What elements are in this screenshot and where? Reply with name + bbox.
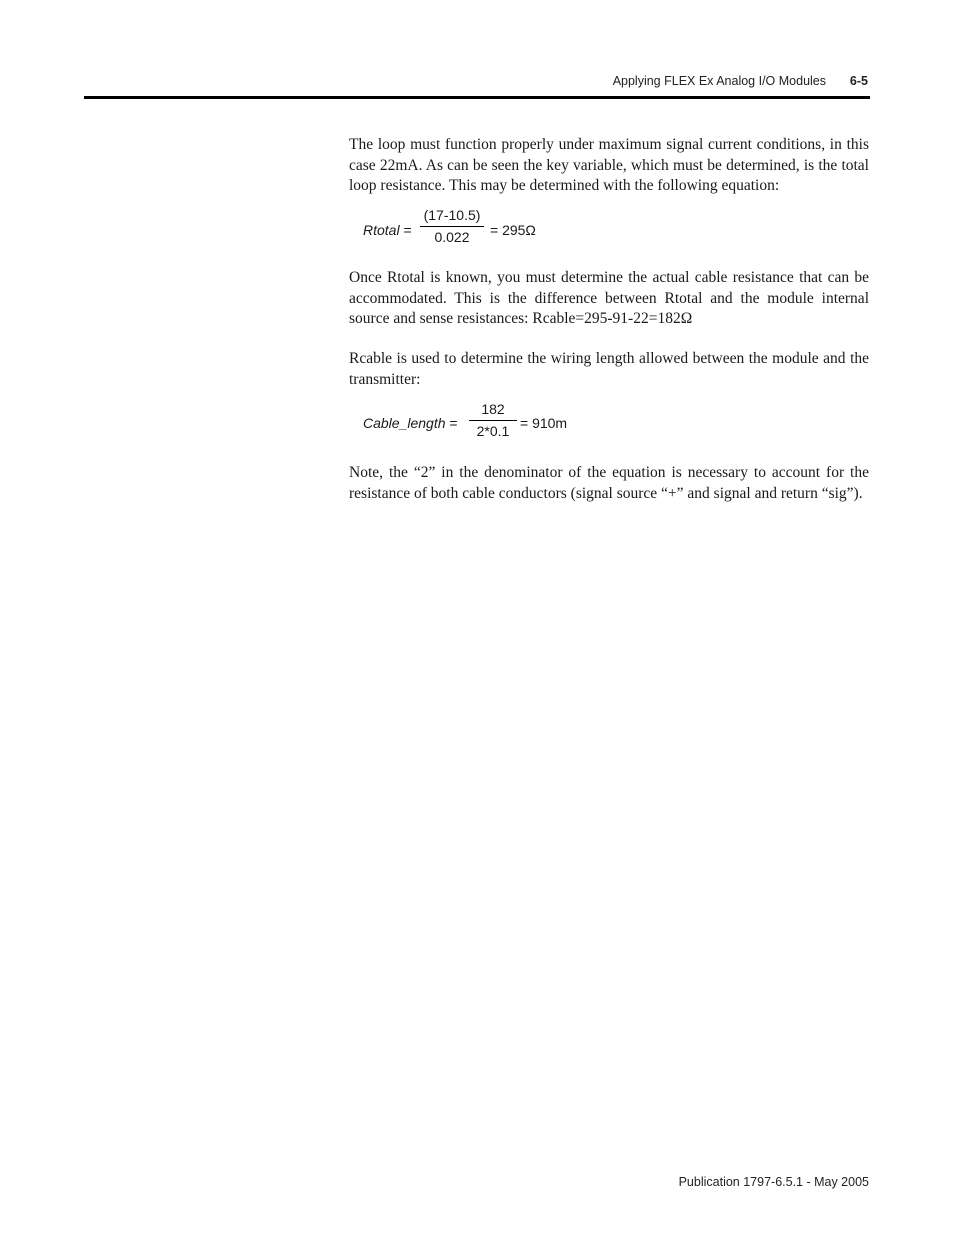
equation-rtotal-denominator: 0.022 [434, 229, 470, 245]
running-header-title: Applying FLEX Ex Analog I/O Modules [612, 74, 826, 88]
equation-rtotal-fraction [420, 207, 484, 245]
publication-footer: Publication 1797-6.5.1 - May 2005 [678, 1175, 869, 1189]
equation-rtotal-numerator: (17-10.5) [423, 207, 481, 223]
paragraph-rcable-used: Rcable is used to determine the wiring length allowed between the module and the transmitter: [349, 350, 869, 388]
equation-cable-length-result: = 910m [520, 415, 568, 431]
equation-cable-length-denominator: 2*0.1 [476, 423, 510, 439]
header-divider [84, 96, 870, 99]
equation-cable-length-fraction [469, 401, 517, 439]
equation-rtotal-label: Rtotal = [363, 222, 412, 238]
equation-rtotal-result: = 295Ω [490, 222, 536, 238]
page-number: 6-5 [849, 74, 868, 88]
equation-cable-length-label: Cable_length = [363, 415, 458, 431]
paragraph-loop-function: The loop must function properly under maximum signal current conditions, in this case 22mA. As can be seen the key variable, which must be determined, is the total loop resistance. This may be determined with the following equation: [349, 136, 869, 194]
equation-cable-length-numerator: 182 [481, 401, 505, 417]
paragraph-denominator-note: Note, the “2” in the denominator of the equation is necessary to account for the resistance of both cable conductors (signal source “+” and signal and return “sig”). [349, 464, 869, 502]
paragraph-rtotal-known: Once Rtotal is known, you must determine the actual cable resistance that can be accommodated. This is the difference between Rtotal and the module internal source and sense resistances: Rcable=295-91-22=182Ω [349, 269, 869, 327]
